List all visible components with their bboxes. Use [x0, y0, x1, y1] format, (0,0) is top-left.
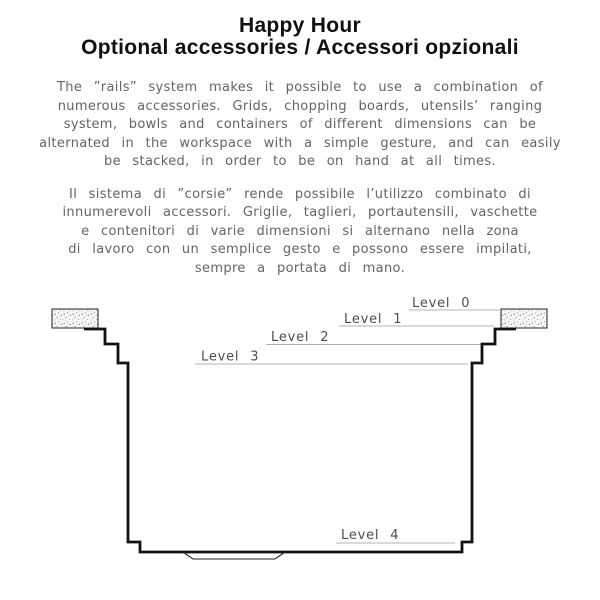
- level-3-label: Level 3: [201, 349, 260, 365]
- level-1-marker: [339, 312, 494, 327]
- page-title-line2: Optional accessories / Accessori opzionali: [81, 35, 519, 59]
- text-line: e contenitori di varie dimensioni si alternano nella zona: [81, 223, 519, 239]
- text-line: alternated in the workspace with a simple gesture, and can easily: [39, 135, 561, 151]
- level-0-marker: [409, 296, 501, 311]
- sink-profile-outline: [84, 329, 516, 552]
- level-2-marker: [266, 330, 481, 345]
- level-3-marker: [195, 350, 468, 365]
- counter-section-right: [501, 309, 547, 328]
- level-4-label: Level 4: [341, 528, 400, 543]
- page-title: [0, 15, 600, 58]
- page-title-line1: Happy Hour: [238, 14, 361, 37]
- text-line: system, bowls and containers of different dimensions can be: [63, 117, 537, 132]
- counter-section-left: [52, 309, 98, 328]
- level-1-label: Level 1: [344, 312, 403, 327]
- text-line: di lavoro con un semplice gesto e possono essere impilati,: [68, 242, 532, 257]
- paragraph-italian: [0, 186, 600, 279]
- text-line: The ”rails” system makes it possible to use a combination of: [57, 80, 543, 95]
- level-2-label: Level 2: [271, 330, 330, 345]
- text-line: innumerevoli accessori. Griglie, taglieri, portautensili, vaschette: [62, 205, 538, 220]
- sink-cross-section-diagram: [0, 285, 600, 600]
- paragraph-english: [0, 79, 600, 172]
- level-0-label: Level 0: [412, 296, 471, 311]
- text-line: sempre a portata di mano.: [194, 260, 406, 276]
- text-line: Il sistema di ”corsie” rende possibile l’utilizzo combinato di: [69, 186, 531, 202]
- level-4-marker: [336, 528, 455, 543]
- text-line: numerous accessories. Grids, chopping boards, utensils’ ranging: [57, 98, 543, 114]
- text-line: be stacked, in order to be on hand at all times.: [103, 154, 497, 169]
